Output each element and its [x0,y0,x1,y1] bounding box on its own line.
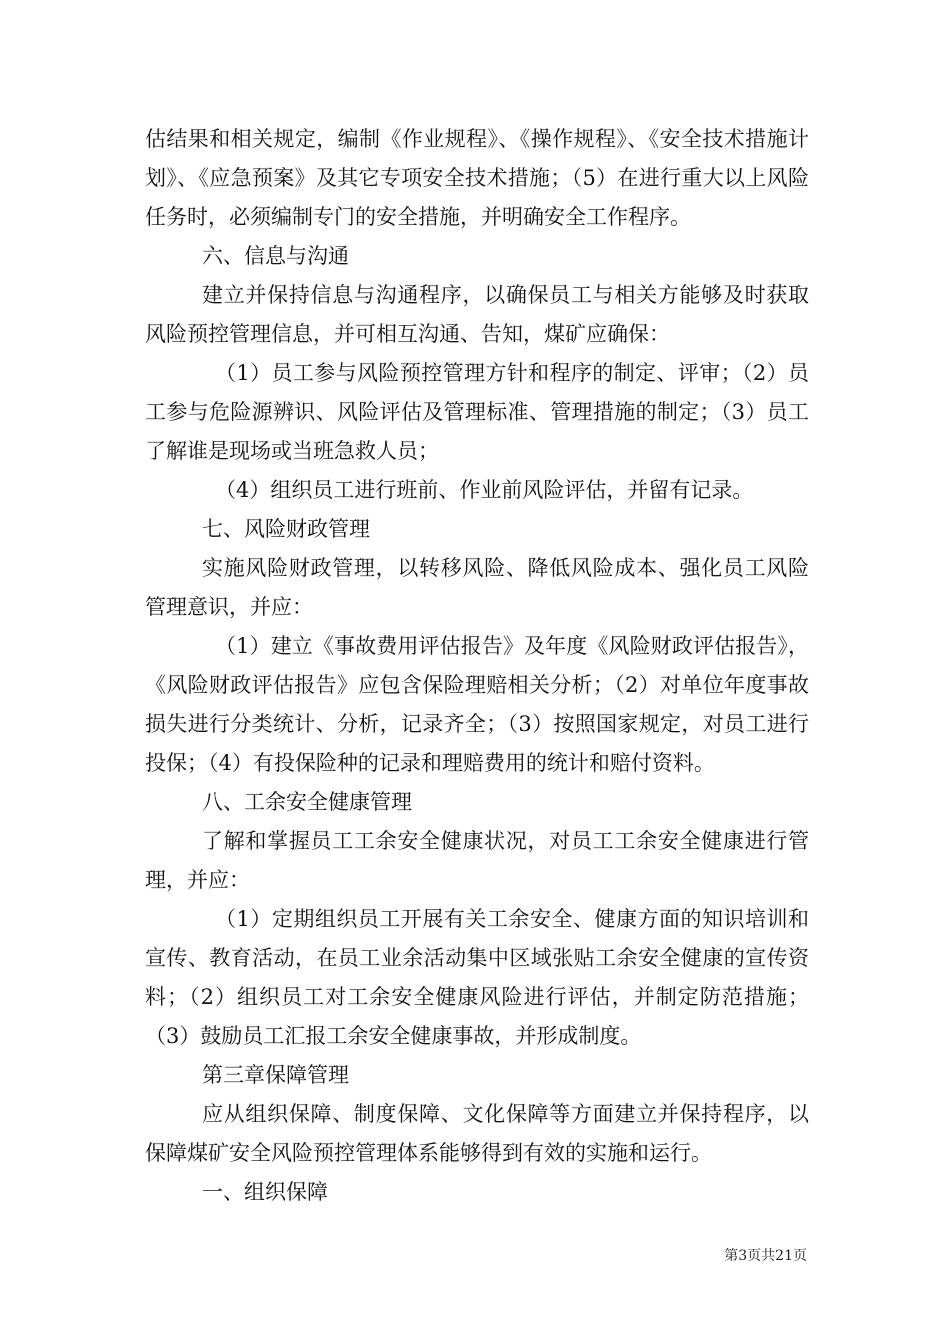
list-paragraph: （4）组织员工进行班前、作业前风险评估，并留有记录。 [215,478,754,502]
page-number: 第3页共21页 [724,1248,807,1264]
list-paragraph: （1）定期组织员工开展有关工余安全、健康方面的知识培训和宣传、教育活动，在员工业余活动集中区域张贴工余安全健康的宣传资料；（2）组织员工对工余安全健康风险进行评估，并制定防范措施；（3）鼓励员工汇报工余安全健康事故，并形成制度。 [145,907,809,1048]
section-heading-1: 一、组织保障 [202,1180,328,1204]
section-heading-7: 七、风险财政管理 [202,517,370,541]
chapter-heading: 第三章保障管理 [202,1063,349,1087]
list-paragraph: （1）建立《事故费用评估报告》及年度《风险财政评估报告》，《风险财政评估报告》应包含保险理赔相关分析；（2）对单位年度事故损失进行分类统计、分析，记录齐全；（3）按照国家规定，对员工进行投保；（4）有投保险种的记录和理赔费用的统计和赔付资料。 [145,634,809,775]
document-body [145,120,809,1212]
paragraph: 实施风险财政管理，以转移风险、降低风险成本、强化员工风险管理意识，并应： [145,556,809,619]
paragraph: 建立并保持信息与沟通程序，以确保员工与相关方能够及时获取风险预控管理信息，并可相互沟通、告知，煤矿应确保： [145,283,809,346]
list-paragraph: （1）员工参与风险预控管理方针和程序的制定、评审；（2）员工参与危险源辨识、风险评估及管理标准、管理措施的制定；（3）员工了解谁是现场或当班急救人员； [145,361,809,463]
paragraph-continuation: 估结果和相关规定，编制《作业规程》、《操作规程》、《安全技术措施计划》、《应急预案》及其它专项安全技术措施；（5）在进行重大以上风险任务时，必须编制专门的安全措施，并明确安全工作程序。 [145,127,809,229]
paragraph: 应从组织保障、制度保障、文化保障等方面建立并保持程序，以保障煤矿安全风险预控管理体系能够得到有效的实施和运行。 [145,1102,809,1165]
paragraph: 了解和掌握员工工余安全健康状况，对员工工余安全健康进行管理，并应： [145,829,809,892]
section-heading-6: 六、信息与沟通 [202,244,349,268]
section-heading-8: 八、工余安全健康管理 [202,790,412,814]
